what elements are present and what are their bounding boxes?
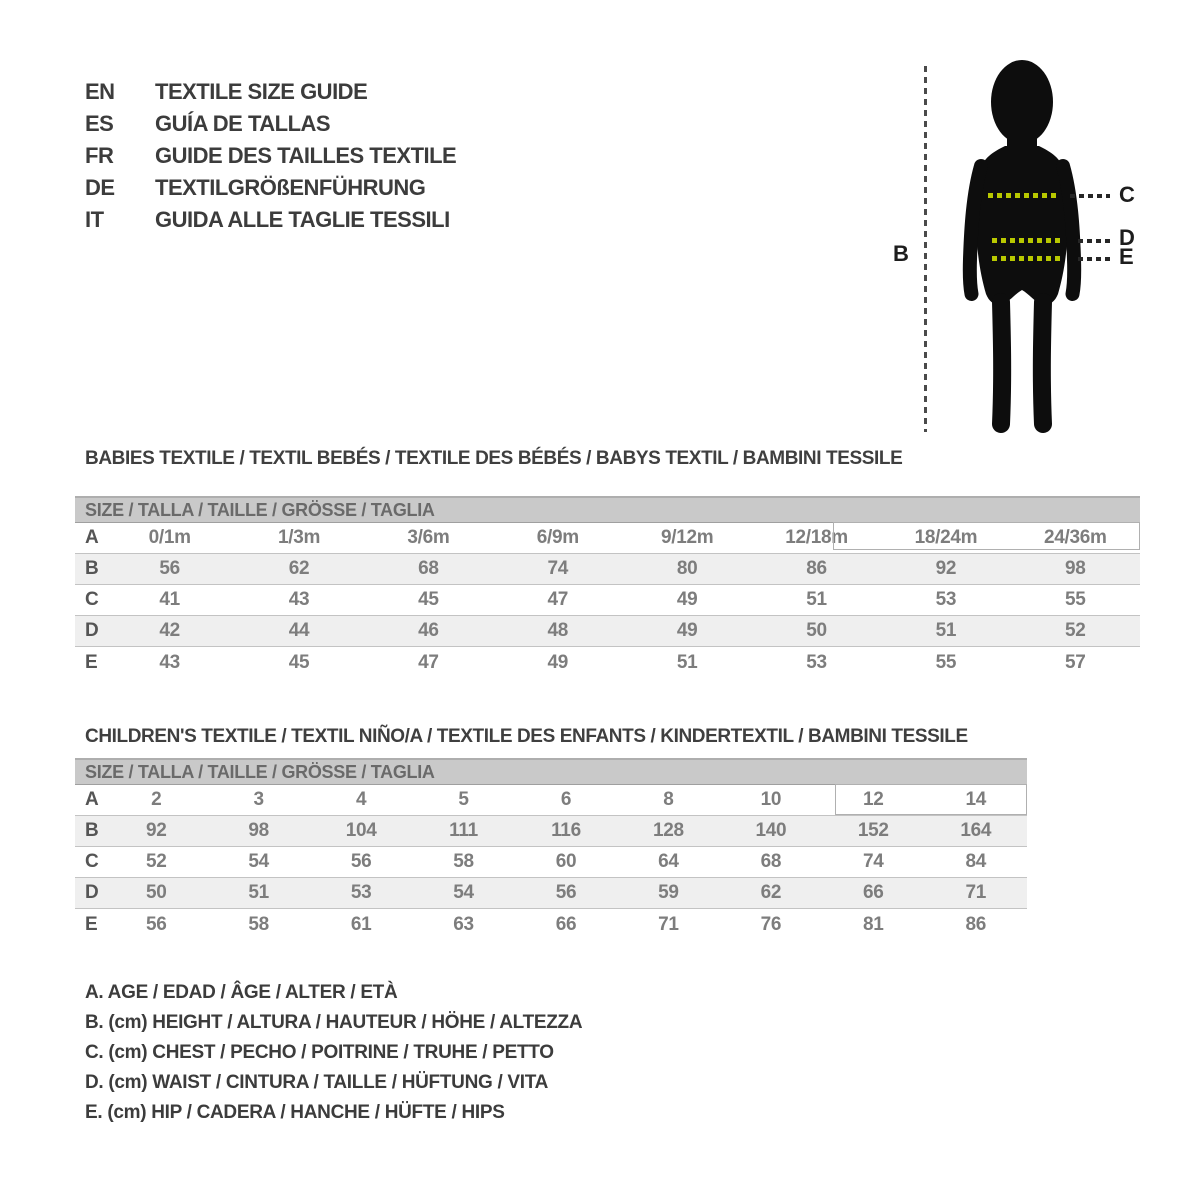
table-cell: 57	[1065, 651, 1086, 673]
table-cell: 43	[288, 589, 310, 610]
table-cell: 1/3m	[278, 527, 321, 548]
table-cell: 63	[453, 913, 474, 935]
row-label: D	[85, 882, 99, 903]
table-cell: 111	[449, 820, 478, 841]
chest-pointer-line	[1070, 194, 1110, 198]
table-row-C	[75, 585, 1140, 616]
babies-size-table	[75, 496, 1140, 678]
table-cell: 128	[653, 820, 684, 841]
table-cell: 104	[345, 820, 377, 841]
table-cell: 59	[658, 882, 679, 903]
language-title: GUÍA DE TALLAS	[155, 111, 331, 136]
children-section-heading: CHILDREN'S TEXTILE / TEXTIL NIÑO/A / TEXTILE DES ENFANTS / KINDERTEXTIL / BAMBINI TESSILE	[85, 726, 968, 747]
table-cell: 164	[960, 820, 992, 841]
table-cell: 92	[145, 820, 167, 841]
table-cell: 74	[863, 851, 884, 872]
table-cell: 80	[676, 558, 698, 579]
table-cell: 74	[547, 558, 569, 579]
height-label: B	[893, 241, 909, 266]
table-cell: 49	[547, 651, 569, 673]
measurement-legend	[85, 978, 582, 1128]
language-code: EN	[85, 79, 115, 104]
table-cell: 4	[355, 789, 367, 810]
table-cell: 46	[418, 620, 439, 641]
table-cell: 41	[159, 589, 180, 610]
table-cell: 45	[288, 651, 310, 673]
children-highlight-box	[835, 784, 1027, 815]
language-title: GUIDE DES TAILLES TEXTILE	[155, 143, 457, 168]
table-cell: 51	[935, 620, 957, 641]
table-cell: 54	[453, 882, 474, 903]
table-cell: 51	[248, 882, 269, 903]
table-cell: 116	[551, 820, 581, 841]
table-cell: 24/36m	[1043, 527, 1107, 548]
table-cell: 8	[663, 789, 674, 810]
chest-dotted-line	[988, 193, 1056, 198]
row-label: A	[85, 789, 99, 810]
table-row-B	[75, 816, 1027, 847]
table-cell: 92	[935, 558, 957, 579]
height-measure-line	[924, 66, 927, 432]
row-label: C	[85, 851, 99, 872]
table-cell: 3/6m	[407, 527, 450, 548]
row-label: C	[85, 589, 99, 610]
table-cell: 45	[418, 589, 439, 610]
table-cell: 66	[863, 882, 884, 903]
children-size-table	[75, 758, 1027, 940]
chest-label: C	[1119, 182, 1135, 207]
table-row-C	[75, 847, 1027, 878]
table-cell: 54	[248, 851, 269, 872]
table-cell: 62	[760, 882, 782, 903]
table-cell: 58	[248, 913, 269, 935]
table-cell: 56	[555, 882, 577, 903]
figure-diagram	[0, 0, 1200, 450]
table-cell: 44	[288, 620, 310, 641]
table-cell: 42	[159, 620, 180, 641]
table-cell: 50	[145, 882, 167, 903]
legend-line: B. (cm) HEIGHT / ALTURA / HAUTEUR / HÖHE / ALTEZZA	[85, 1012, 583, 1033]
size-header: SIZE / TALLA / TAILLE / GRÖSSE / TAGLIA	[75, 758, 1027, 785]
row-label: E	[85, 913, 98, 935]
table-cell: 10	[760, 789, 782, 810]
table-cell: 50	[806, 620, 827, 641]
table-cell: 2	[151, 789, 162, 810]
table-cell: 60	[555, 851, 577, 872]
table-cell: 14	[965, 789, 986, 810]
table-row-E	[75, 909, 1027, 940]
legend-line: E. (cm) HIP / CADERA / HANCHE / HÜFTE / HIPS	[85, 1102, 505, 1123]
table-cell: 52	[145, 851, 167, 872]
table-cell: 47	[547, 589, 569, 610]
table-cell: 56	[350, 851, 372, 872]
table-cell: 51	[676, 651, 698, 673]
table-cell: 52	[1065, 620, 1086, 641]
legend-line: D. (cm) WAIST / CINTURA / TAILLE / HÜFTUNG / VITA	[85, 1072, 549, 1093]
table-cell: 51	[806, 589, 827, 610]
hip-label: E	[1119, 244, 1134, 269]
table-cell: 49	[676, 589, 698, 610]
table-cell: 81	[863, 913, 884, 935]
language-code: IT	[85, 207, 104, 232]
table-cell: 98	[1065, 558, 1086, 579]
row-label: D	[85, 620, 99, 641]
language-title: TEXTILGRÖßENFÜHRUNG	[155, 175, 426, 200]
language-code: DE	[85, 175, 115, 200]
row-label: A	[85, 527, 99, 548]
table-row-E	[75, 647, 1140, 678]
table-cell: 53	[935, 589, 957, 610]
table-cell: 86	[965, 913, 986, 935]
waist-dotted-line	[992, 238, 1062, 243]
table-cell: 58	[453, 851, 474, 872]
table-cell: 6	[560, 789, 572, 810]
table-cell: 3	[253, 789, 264, 810]
table-cell: 53	[806, 651, 827, 673]
waist-label: D	[1119, 225, 1135, 250]
babies-section-heading: BABIES TEXTILE / TEXTIL BEBÉS / TEXTILE DES BÉBÉS / BABYS TEXTIL / BAMBINI TESSILE	[85, 448, 903, 469]
table-cell: 0/1m	[148, 527, 191, 548]
row-label: B	[85, 558, 99, 579]
table-cell: 43	[159, 651, 180, 673]
table-cell: 9/12m	[661, 527, 714, 548]
table-cell: 61	[350, 913, 372, 935]
table-cell: 71	[658, 913, 679, 935]
table-cell: 6/9m	[536, 527, 579, 548]
table-cell: 48	[547, 620, 569, 641]
table-cell: 84	[965, 851, 986, 872]
table-cell: 140	[755, 820, 787, 841]
table-cell: 53	[350, 882, 372, 903]
table-cell: 152	[857, 820, 889, 841]
table-cell: 55	[935, 651, 957, 673]
row-label: B	[85, 820, 99, 841]
table-row-B	[75, 554, 1140, 585]
hip-dotted-line	[992, 256, 1064, 261]
table-cell: 64	[658, 851, 679, 872]
babies-highlight-box	[833, 522, 1140, 550]
table-cell: 12	[863, 789, 884, 810]
language-code: FR	[85, 143, 114, 168]
table-cell: 68	[760, 851, 782, 872]
table-row-D	[75, 616, 1140, 647]
table-row-D	[75, 878, 1027, 909]
table-cell: 66	[555, 913, 577, 935]
language-title: GUIDA ALLE TAGLIE TESSILI	[155, 207, 450, 232]
table-cell: 71	[965, 882, 986, 903]
table-cell: 49	[676, 620, 698, 641]
legend-line: A. AGE / EDAD / ÂGE / ALTER / ETÀ	[85, 982, 398, 1003]
table-cell: 68	[418, 558, 439, 579]
language-code: ES	[85, 111, 114, 136]
table-cell: 76	[760, 913, 782, 935]
table-cell: 62	[288, 558, 310, 579]
table-cell: 18/24m	[914, 527, 978, 548]
table-cell: 55	[1065, 589, 1086, 610]
table-cell: 12/18m	[785, 527, 848, 548]
hip-pointer-line	[1078, 257, 1110, 261]
table-cell: 86	[806, 558, 827, 579]
row-label: E	[85, 651, 98, 673]
waist-pointer-line	[1078, 239, 1110, 243]
table-cell: 56	[145, 913, 167, 935]
language-title: TEXTILE SIZE GUIDE	[155, 79, 368, 104]
table-cell: 5	[458, 789, 469, 810]
legend-line: C. (cm) CHEST / PECHO / POITRINE / TRUHE / PETTO	[85, 1042, 554, 1063]
table-cell: 98	[248, 820, 269, 841]
table-cell: 47	[418, 651, 439, 673]
child-silhouette	[945, 54, 1110, 439]
table-cell: 56	[159, 558, 180, 579]
size-header: SIZE / TALLA / TAILLE / GRÖSSE / TAGLIA	[75, 496, 1140, 523]
